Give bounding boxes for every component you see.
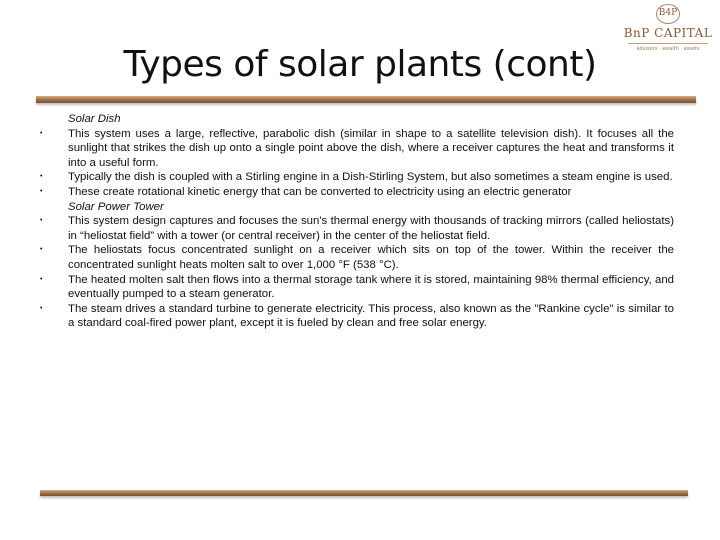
bullet-text: This system design captures and focuses the sun's thermal energy with thousands of tracking mirrors (called heliostats) in “heliostat field” with a tower (or central receiver) in the center of the heliostat field. [68, 215, 674, 242]
bottom-divider-bar [40, 490, 688, 496]
logo-tagline: advisors · wealth · assets [636, 46, 700, 52]
bullet-item [40, 127, 674, 171]
bullet-item [40, 243, 674, 272]
bullet-text: The heated molten salt then flows into a thermal storage tank where it is stored, maintaining 98% thermal efficiency, and eventually pumped to a steam generator. [68, 273, 674, 301]
bullet-icon: • [40, 304, 43, 312]
top-divider-bar [36, 96, 696, 103]
bullet-icon: • [40, 275, 43, 283]
bullet-text: This system uses a large, reflective, parabolic dish (similar in shape to a satellite television dish). It focuses all the sunlight that strikes the dish up onto a single point above the dish, where a receiver captures the heat and transforms it into a useful form. [68, 127, 674, 169]
logo-divider [628, 43, 708, 44]
bullet-text: The heliostats focus concentrated sunlight on a receiver which sits on top of the tower. Within the receiver the concentrated sunlight heats molten salt to over 1,000 °F (538 °C). [68, 244, 674, 271]
bullet-icon: • [40, 187, 43, 195]
bullet-text: These create rotational kinetic energy that can be converted to electricity using an electric generator [68, 185, 572, 198]
logo-seal-icon: B4P [656, 4, 680, 24]
bullet-text: The steam drives a standard turbine to generate electricity. This process, also known as the "Rankine cycle" is similar to a standard coal-fired power plant, except it is fueled by clean and free solar energy. [68, 302, 674, 330]
bullet-icon: • [40, 173, 43, 181]
bullet-item [40, 185, 674, 200]
section-heading [40, 112, 674, 127]
bullet-icon: • [40, 129, 43, 137]
bullet-text: Typically the dish is coupled with a Stirling engine in a Dish-Stirling System, but also sometimes a steam engine is used. [68, 171, 673, 184]
bullet-item [40, 170, 674, 185]
bullet-item [40, 273, 674, 302]
bullet-item [40, 214, 674, 243]
company-logo [620, 2, 716, 58]
bullet-item [40, 302, 674, 331]
logo-name: BnP CAPITAL [623, 26, 713, 40]
slide-body [40, 112, 674, 331]
slide-title: Types of solar plants (cont) [123, 44, 597, 85]
bullet-icon: • [40, 217, 43, 225]
section-heading-text: Solar Power Tower [68, 200, 164, 213]
section-heading [40, 200, 674, 215]
section-heading-text: Solar Dish [68, 113, 121, 125]
bullet-icon: • [40, 246, 43, 254]
